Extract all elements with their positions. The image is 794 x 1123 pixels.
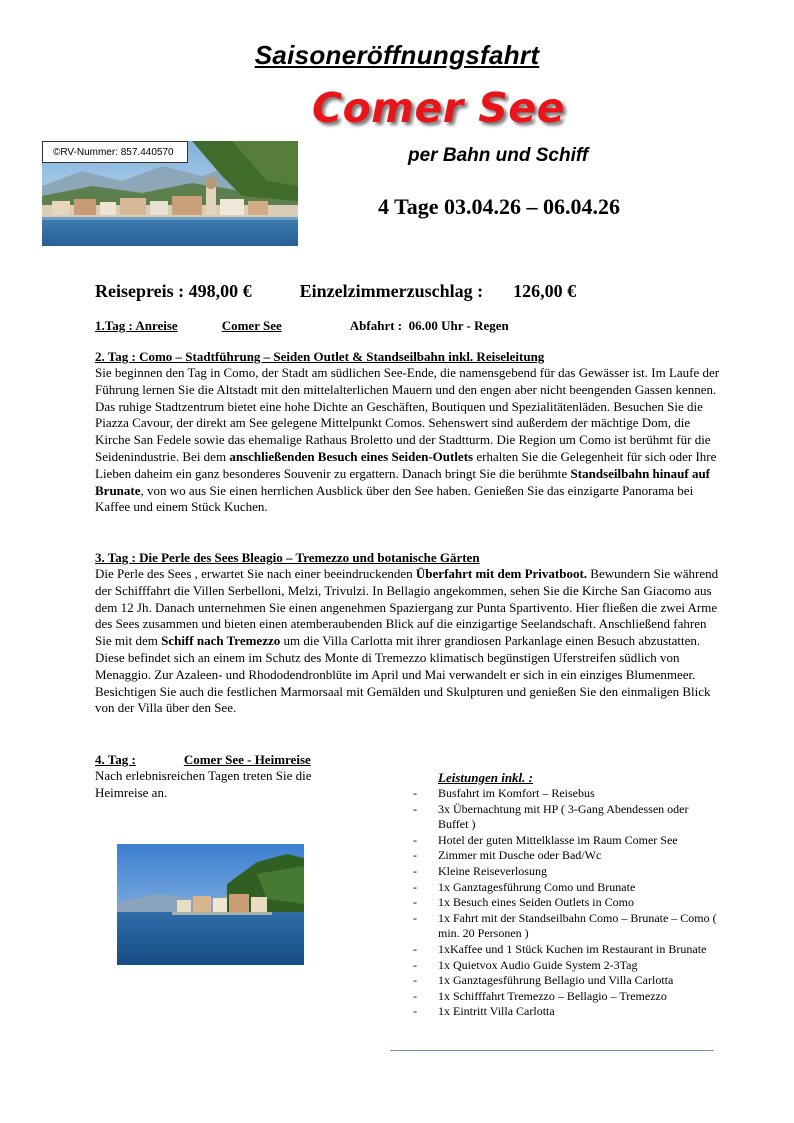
- leistung-text: Zimmer mit Dusche oder Bad/Wc: [438, 848, 602, 863]
- list-dash: -: [413, 988, 417, 1003]
- leistung-text: 1x Ganztagesführung Bellagio und Villa Carlotta: [438, 973, 674, 988]
- trip-dates: 4 Tage 03.04.26 – 06.04.26: [378, 194, 621, 219]
- leistung-item: [410, 958, 720, 974]
- day3-text-part: Die Perle des Sees , erwartet Sie nach einer beeindruckenden: [95, 566, 416, 581]
- day3-section: [95, 550, 720, 717]
- day1-departure: Abfahrt : 06.00 Uhr - Regen: [349, 318, 509, 333]
- subtitle: per Bahn und Schiff: [408, 145, 589, 166]
- day1-place: Comer See: [221, 318, 282, 333]
- single-room-label: Einzelzimmerzuschlag :: [299, 281, 484, 301]
- price-value: 498,00 €: [188, 281, 252, 301]
- day2-text: [95, 365, 720, 516]
- leistung-text: 1x Quietvox Audio Guide System 2-3Tag: [438, 957, 638, 972]
- leistung-item: [410, 880, 720, 896]
- day2-text-part: , von wo aus Sie einen herrlichen Ausblick über den See haben. Genießen Sie das einzigarte Panorama bei Kaffee und einem Stück Kuchen.: [95, 482, 694, 515]
- leistung-text: 1x Fahrt mit der Standseilbahn Como – Brunate – Como ( min. 20 Personen ): [438, 910, 717, 941]
- leistung-item: [410, 895, 720, 911]
- leistung-text: Hotel der guten Mittelklasse im Raum Comer See: [438, 832, 678, 847]
- price-label: Reisepreis :: [95, 281, 185, 301]
- leistung-text: 1x Schifffahrt Tremezzo – Bellagio – Tremezzo: [438, 988, 667, 1003]
- day2-heading: 2. Tag : Como – Stadtführung – Seiden Outlet & Standseilbahn inkl. Reiseleitung: [95, 349, 545, 364]
- list-dash: -: [413, 786, 417, 800]
- list-dash: -: [413, 879, 417, 894]
- page-title: Saisoneröffnungsfahrt: [254, 40, 540, 70]
- day3-text-part: um die Villa Carlotta mit ihrer grandiosen Parkanlage einen Besuch abzustatten. Diese befindet sich an einem im Schutz des Monte di Tremezzo klimatisch begünstigen Uferstreifen südlich von Menaggio. Zur Azaleen- und Rhododendronblüte im April und Mai verwandelt er sich in ein einziges Blumenmeer. Besichtigen Sie auch die festlichen Marmorsaal mit Gemälden und Skulpturen und genießen Sie den einmaligen Blick von der Villa über den See.: [95, 633, 711, 716]
- leistung-item: [410, 833, 720, 849]
- leistung-text: 1xKaffee und 1 Stück Kuchen im Restaurant in Brunate: [438, 941, 707, 956]
- day1-label: 1.Tag : Anreise: [95, 318, 178, 333]
- day2-text-part: Sie beginnen den Tag in Como, der Stadt am südlichen See-Ende, die namensgebend für das Gewässer ist. Im Laufe der Führung lernen Sie die Altstadt mit den mittelalterlichen Mauern und den engen aber nicht beengenden Gassen kennen. Das ruhige Stadtzentrum bietet eine hohe Dichte an Geschäften, Boutiquen und Spezialitätenläden. Besuchen Sie die Piazza Cavour, der direkt am See gelegene Mittelpunkt Comos. Sehenswert sind außerdem der mächtige Dom, die Kirche San Fedele sowie das ehemalige Rathaus Broletto und der Stadtturm. Die Region um Como ist berühmt für die Seidenindustrie. Bei dem: [95, 365, 720, 464]
- single-room-value: 126,00 €: [513, 281, 577, 301]
- leistung-text: Kleine Reiseverlosung: [438, 863, 547, 878]
- list-dash: -: [413, 1004, 417, 1019]
- day2-bold-funicular: Standseilbahn hinauf auf Brunate: [95, 465, 710, 498]
- leistungen-heading: Leistungen inkl. :: [438, 770, 533, 785]
- list-dash: -: [413, 973, 417, 988]
- day2-section: [95, 349, 720, 516]
- leistung-text: 1x Besuch eines Seiden Outlets in Como: [438, 895, 634, 910]
- day4-text: Nach erlebnisreichen Tagen treten Sie die Heimreise an.: [95, 768, 312, 800]
- price-line: [95, 281, 576, 302]
- day2-bold-outlet: anschließenden Besuch eines Seiden-Outlets: [229, 448, 474, 464]
- day3-bold-boat: Überfahrt mit dem Privatboot.: [415, 566, 588, 581]
- leistung-text: Busfahrt im Komfort – Reisebus: [438, 786, 595, 800]
- leistung-item: [410, 864, 720, 880]
- leistung-text: 3x Übernachtung mit HP ( 3-Gang Abendessen oder Buffet ): [438, 801, 689, 832]
- bellagio-photo: [117, 844, 304, 965]
- list-dash: -: [413, 848, 417, 863]
- list-dash: -: [413, 801, 417, 816]
- leistung-item: [410, 973, 720, 989]
- list-dash: -: [413, 895, 417, 910]
- day3-text-part: Bewundern Sie während der Schifffahrt die Villen Serbelloni, Melzi, Trivulzi. In Bellagio angekommen, sehen Sie die Kirche San Giacomo aus dem 12 Jh. Danach unternehmen Sie einen angenehmen Spaziergang zur Punta Spartivento. Hier fließen die zwei Arme des Sees zusammen und bieten einen atemberaubenden Blick auf die einzigartige Seelandschaft. Anschließend fahren Sie mit dem: [95, 566, 719, 649]
- rv-number-label: ©RV-Nummer: 857.440570: [42, 141, 188, 163]
- divider-line: [390, 1050, 714, 1051]
- list-dash: -: [413, 863, 417, 878]
- leistungen-list: [410, 786, 720, 1020]
- leistung-item: [410, 1004, 720, 1020]
- day4-heading: [95, 752, 311, 768]
- day1-line: [95, 318, 509, 334]
- leistung-text: 1x Eintritt Villa Carlotta: [438, 1004, 555, 1019]
- leistung-item: [410, 942, 720, 958]
- list-dash: -: [413, 832, 417, 847]
- destination-title: Comer See: [312, 84, 565, 132]
- day4-title: Comer See - Heimreise: [183, 752, 311, 767]
- leistung-item: [410, 802, 720, 833]
- leistung-item: [410, 786, 720, 802]
- leistung-item: [410, 911, 720, 942]
- leistung-item: [410, 989, 720, 1005]
- day2-text-part: erhalten Sie die Gelegenheit für sich oder Ihre Lieben daheim ein ganz besonderes Souvenir zu ergattern. Danach bringt Sie die berühmte: [95, 448, 717, 481]
- day3-heading: 3. Tag : Die Perle des Sees Bleagio – Tremezzo und botanische Gärten: [95, 550, 480, 565]
- leistung-item: [410, 848, 720, 864]
- day4-label: 4. Tag :: [95, 752, 136, 767]
- list-dash: -: [413, 941, 417, 956]
- list-dash: -: [413, 957, 417, 972]
- day3-text: [95, 566, 720, 717]
- list-dash: -: [413, 910, 417, 925]
- day3-bold-ship: Schiff nach Tremezzo: [161, 633, 281, 649]
- leistung-text: 1x Ganztagesführung Como und Brunate: [438, 879, 636, 894]
